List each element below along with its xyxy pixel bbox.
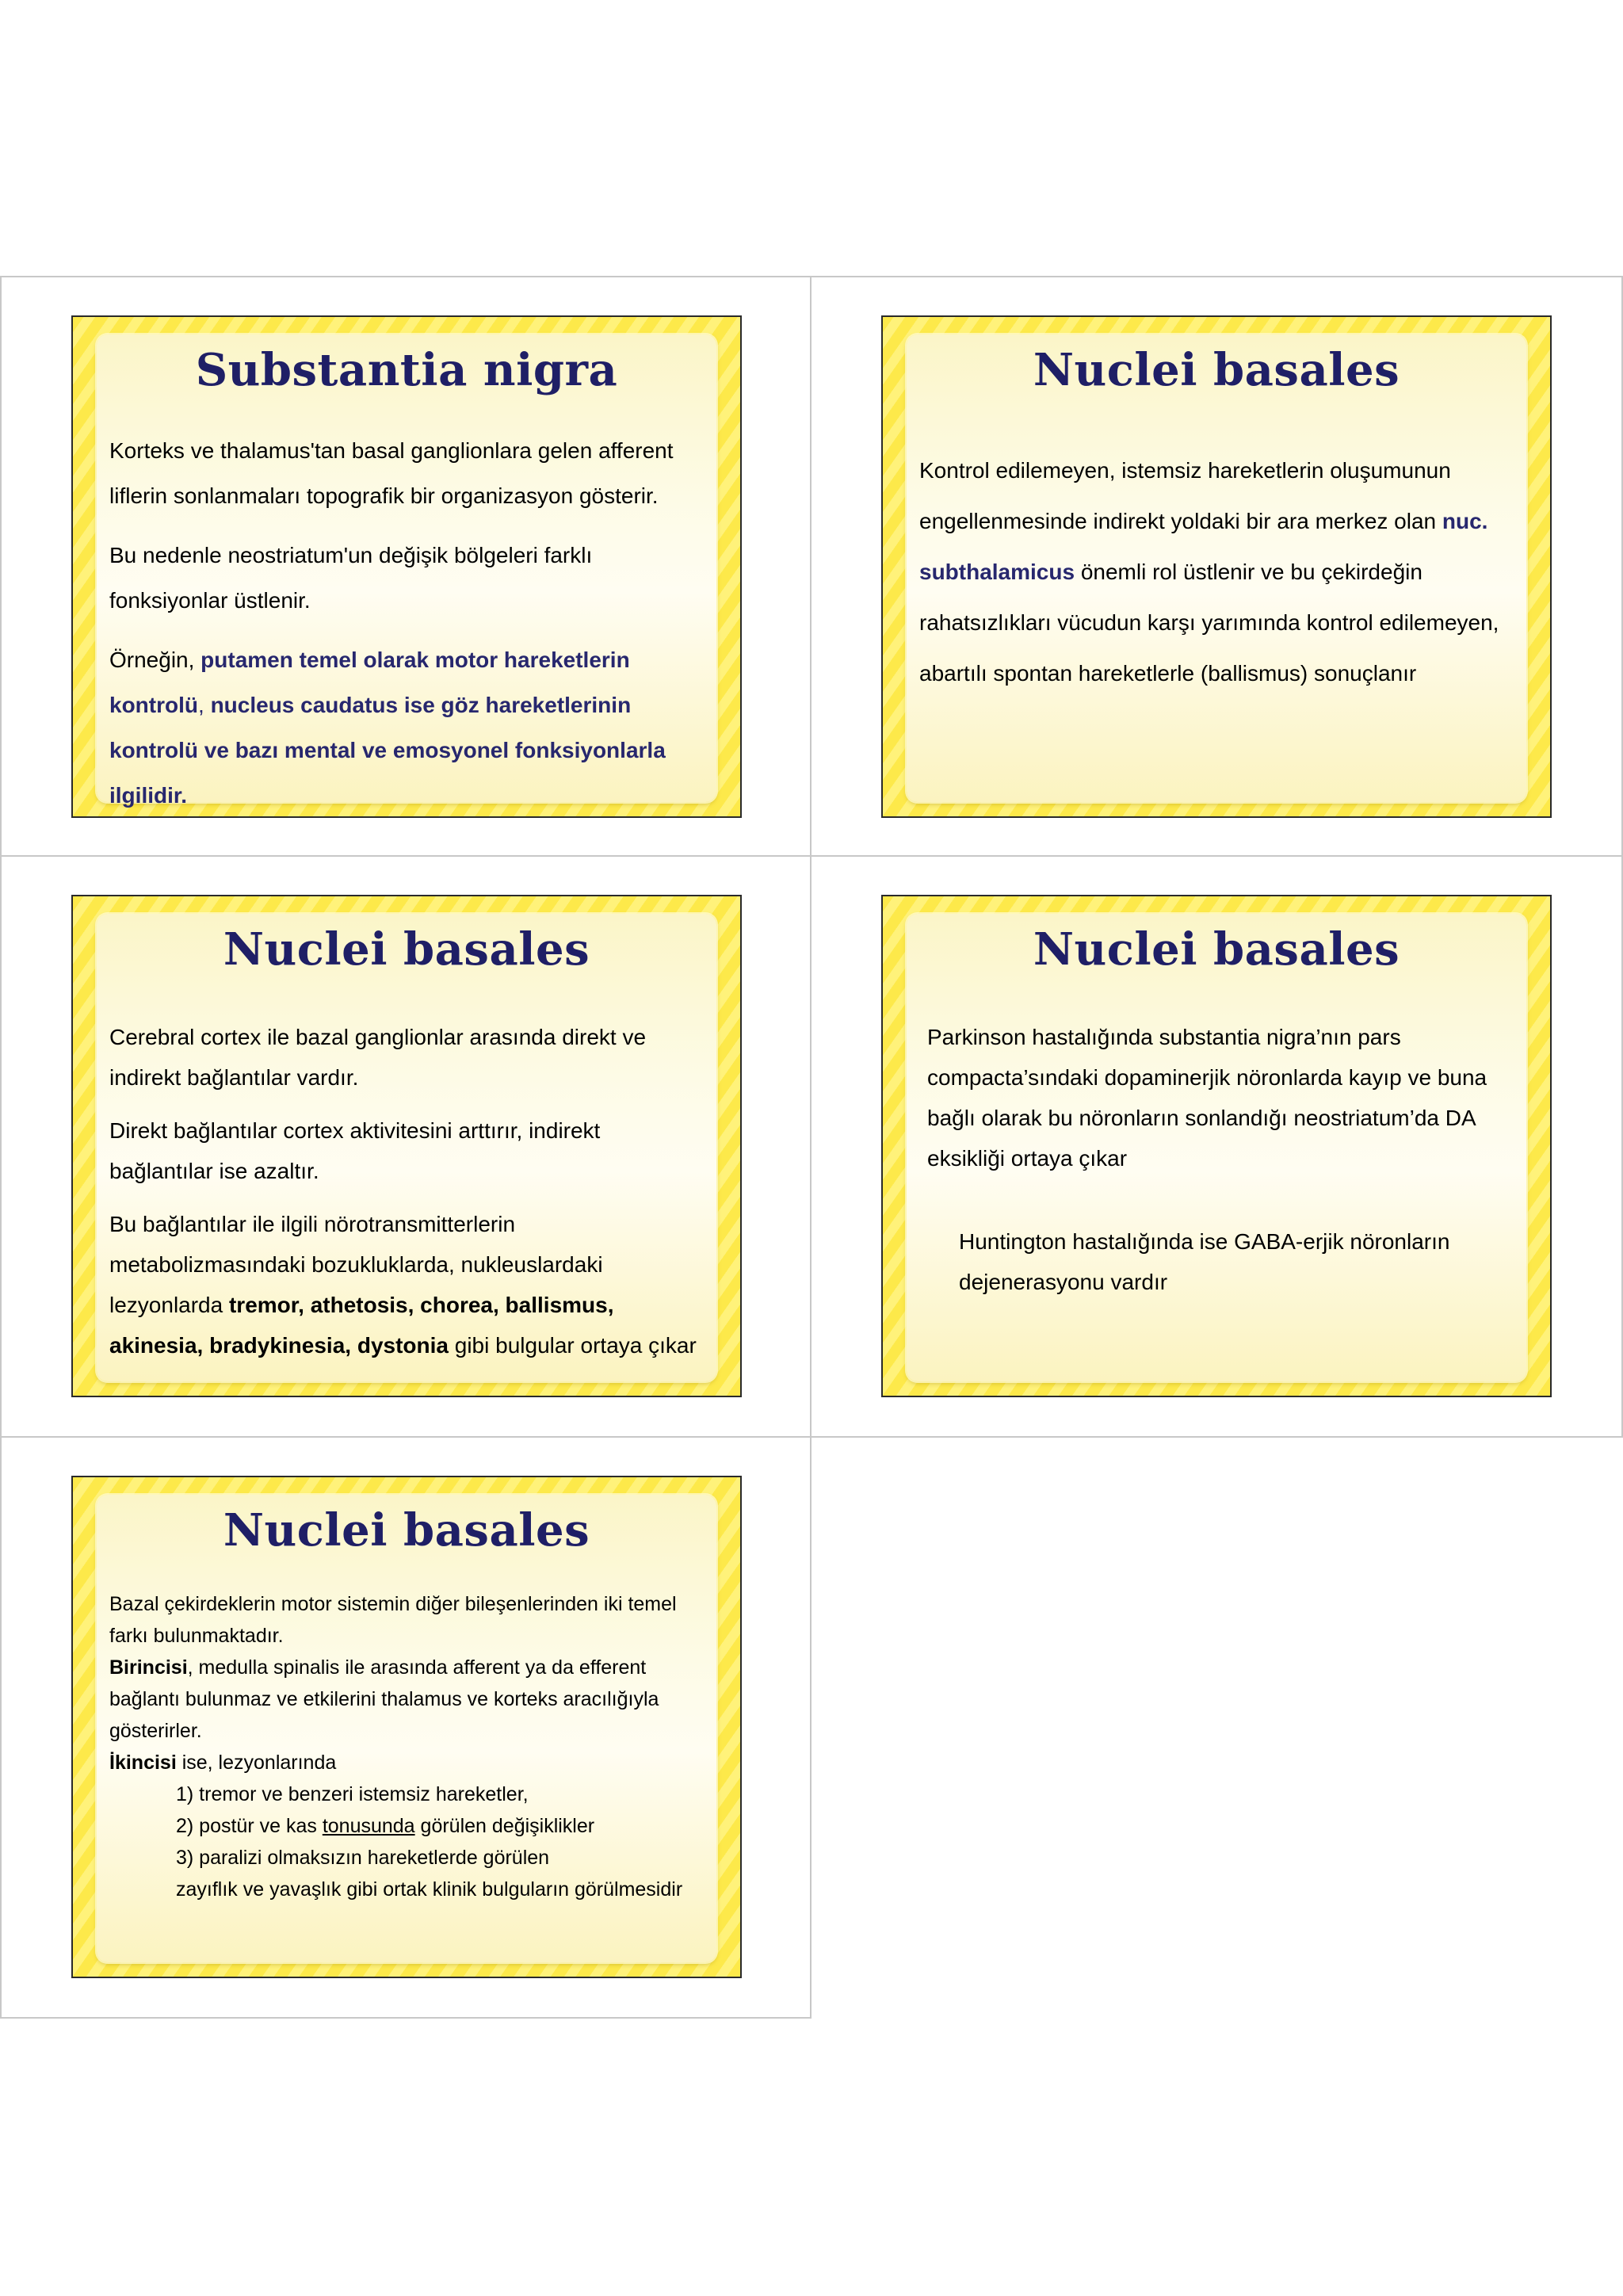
symptom-list: tremor, athetosis, chorea, ballismus, akinesia, bradykinesia, dystonia bbox=[109, 1293, 614, 1358]
highlight-putamen: putamen temel olarak motor hareketlerin kontrolü bbox=[109, 648, 630, 717]
first-text: , medulla spinalis ile arasında afferent ya da efferent bağlantı bulunmaz ve etkilerini thalamus ve korteks aracılığıyla gösterirler. bbox=[109, 1656, 659, 1742]
list-item-2-pre: 2) postür ve kas bbox=[176, 1815, 323, 1837]
slide-body bbox=[109, 428, 697, 818]
paragraph-3 bbox=[109, 1204, 705, 1366]
slide-nuclei-basales-4 bbox=[881, 895, 1552, 1397]
slide-cell-1 bbox=[0, 276, 812, 857]
paragraph-1: Cerebral cortex ile bazal ganglionlar arasında direkt ve indirekt bağlantılar vardır. bbox=[109, 1025, 647, 1090]
paragraph-parkinson: Parkinson hastalığında substantia nigra’nın pars compacta’sındaki dopaminerjik nöronlarda kayıp ve buna bağlı olarak bu nöronların sonlandığı neostriatum’da DA eksikliği ortaya çıkar bbox=[927, 1025, 1487, 1171]
slide-nuclei-basales-2 bbox=[881, 315, 1552, 818]
paragraph-3-rest: gibi bulgular ortaya çıkar bbox=[448, 1333, 697, 1358]
slide-title: Nuclei basales bbox=[1033, 344, 1400, 396]
slide-title: Nuclei basales bbox=[223, 923, 590, 976]
slide-panel bbox=[97, 334, 716, 808]
slide-body bbox=[919, 445, 1512, 699]
paragraph-huntington: Huntington hastalığında ise GABA-erjik nöronların dejenerasyonu vardır bbox=[959, 1229, 1450, 1294]
second-label: İkincisi bbox=[109, 1752, 177, 1774]
paragraph-3-intro: Bu bağlantılar ile ilgili nörotransmitterlerin metabolizmasındaki bozukluklarda, nukleuslardaki lezyonlarda bbox=[109, 1212, 603, 1317]
intro-text: Bazal çekirdeklerin motor sistemin diğer bileşenlerinden iki temel farkı bulunmaktadır. bbox=[109, 1593, 677, 1647]
paragraph-3-intro: Örneğin, bbox=[109, 648, 201, 672]
slide-panel bbox=[907, 334, 1526, 802]
list-item-2-post: görülen değişiklikler bbox=[414, 1815, 595, 1837]
list-item-1: 1) tremor ve benzeri istemsiz hareketler, bbox=[176, 1783, 529, 1805]
slide-cell-3 bbox=[0, 855, 812, 1438]
slide-cell-2 bbox=[810, 276, 1623, 857]
paragraph-1-rest: önemli rol üstlenir ve bu çekirdeğin rahatsızlıkları vücudun karşı yarımında kontrol edilemeyen, abartılı spontan hareketlerle (ballismus) sonuçlanır bbox=[919, 560, 1499, 686]
paragraph-3 bbox=[109, 637, 697, 818]
paragraph-3-separator: , bbox=[198, 693, 211, 717]
slide-title: Nuclei basales bbox=[1033, 923, 1400, 976]
second-text: ise, lezyonlarında bbox=[176, 1752, 337, 1774]
highlight-subthalamicus: nuc. subthalamicus bbox=[919, 509, 1488, 584]
slide-title: Substantia nigra bbox=[195, 344, 618, 396]
second-difference bbox=[109, 1747, 705, 1778]
paragraph-1: Korteks ve thalamus'tan basal ganglionlara gelen afferent liflerin sonlanmaları topografik bir organizasyon gösterir. bbox=[109, 438, 674, 508]
highlight-nucleus-caudatus: nucleus caudatus ise göz hareketlerinin kontrolü ve bazı mental ve emosyonel fonksiyonlarla ilgilidir. bbox=[109, 693, 666, 808]
slide-body bbox=[109, 1588, 705, 1905]
slide-cell-4 bbox=[810, 855, 1623, 1438]
slide-body bbox=[927, 1017, 1506, 1302]
slide-cell-5 bbox=[0, 1436, 812, 2019]
slide-nuclei-basales-5 bbox=[71, 1476, 742, 1978]
slide-title: Nuclei basales bbox=[223, 1504, 590, 1557]
underlined-tonusunda: tonusunda bbox=[322, 1815, 415, 1837]
slide-panel bbox=[907, 914, 1526, 1381]
paragraph-1-intro: Kontrol edilemeyen, istemsiz hareketlerin oluşumunun engellenmesinde indirekt yoldaki bir ara merkez olan bbox=[919, 458, 1451, 533]
paragraph-1 bbox=[919, 445, 1512, 699]
slide-nuclei-basales-3 bbox=[71, 895, 742, 1397]
paragraph-2: Direkt bağlantılar cortex aktivitesini arttırır, indirekt bağlantılar ise azaltır. bbox=[109, 1118, 601, 1183]
paragraph-2: Bu nedenle neostriatum'un değişik bölgeleri farklı fonksiyonlar üstlenir. bbox=[109, 543, 593, 613]
list-item-3: 3) paralizi olmaksızın hareketlerde görülen bbox=[176, 1847, 550, 1869]
slide-panel bbox=[97, 914, 716, 1381]
slide-body bbox=[109, 1017, 705, 1366]
first-label: Birincisi bbox=[109, 1656, 188, 1679]
list-item-3-continued: zayıflık ve yavaşlık gibi ortak klinik bulguların görülmesidir bbox=[176, 1878, 683, 1901]
slide-panel bbox=[97, 1495, 716, 1962]
list-item-2 bbox=[109, 1810, 705, 1842]
slide-substantia-nigra bbox=[71, 315, 742, 818]
first-difference bbox=[109, 1652, 705, 1747]
